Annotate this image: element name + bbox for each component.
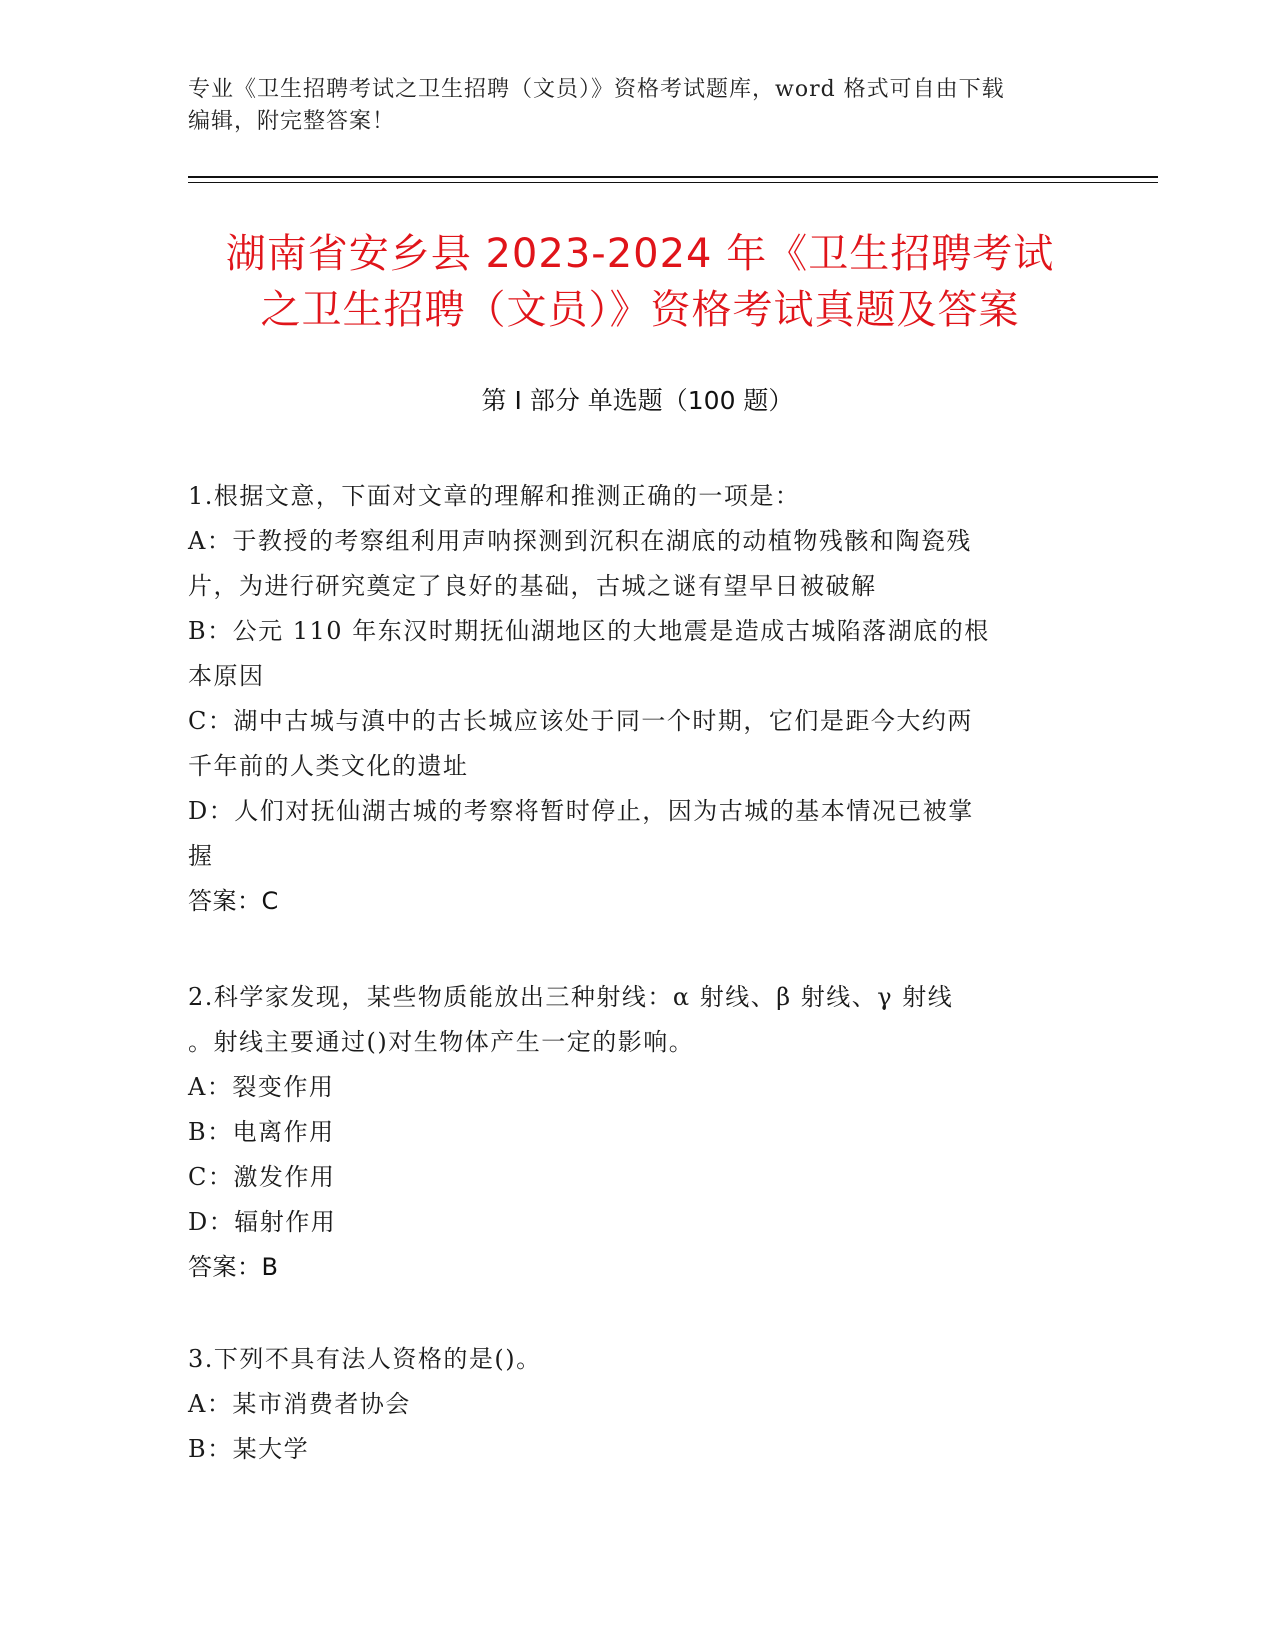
- header-note: [188, 74, 1088, 138]
- question-1: [188, 474, 1078, 924]
- question-stem: 1.根据文意，下面对文章的理解和推测正确的一项是：: [188, 482, 801, 510]
- option-d-cont: 握: [188, 842, 214, 870]
- option-c: C：激发作用: [188, 1163, 336, 1191]
- option-a-cont: 片，为进行研究奠定了良好的基础，古城之谜有望早日被破解: [188, 572, 877, 600]
- option-d: D：辐射作用: [188, 1208, 337, 1236]
- option-b: B：电离作用: [188, 1118, 335, 1146]
- title-line: 湖南省安乡县 2023-2024 年《卫生招聘考试: [225, 231, 1055, 277]
- header-divider: [188, 182, 1158, 183]
- option-b: B：公元 110 年东汉时期抚仙湖地区的大地震是造成古城陷落湖底的根: [188, 617, 990, 645]
- answer-label: 答案：B: [188, 1253, 279, 1281]
- section-heading: 第 I 部分 单选题（100 题）: [481, 386, 794, 415]
- question-3: [188, 1337, 1078, 1472]
- option-c: C：湖中古城与滇中的古长城应该处于同一个时期，它们是距今大约两: [188, 707, 973, 735]
- option-a: A：于教授的考察组利用声呐探测到沉积在湖底的动植物残骸和陶瓷残: [188, 527, 972, 555]
- document-title: [190, 226, 1090, 338]
- header-divider: [188, 176, 1158, 178]
- option-c-cont: 千年前的人类文化的遗址: [188, 752, 469, 780]
- question-stem: 3.下列不具有法人资格的是()。: [188, 1345, 542, 1373]
- option-b: B：某大学: [188, 1435, 310, 1463]
- option-a: A：裂变作用: [188, 1073, 335, 1101]
- option-a: A：某市消费者协会: [188, 1390, 411, 1418]
- question-2: [188, 975, 1078, 1290]
- option-b-cont: 本原因: [188, 662, 265, 690]
- question-stem-cont: 。射线主要通过()对生物体产生一定的影响。: [188, 1028, 695, 1056]
- header-note-line: 编辑，附完整答案！: [188, 109, 396, 134]
- answer-label: 答案：C: [188, 887, 279, 915]
- question-stem: 2.科学家发现，某些物质能放出三种射线：α 射线、β 射线、γ 射线: [188, 983, 954, 1011]
- option-d: D：人们对抚仙湖古城的考察将暂时停止，因为古城的基本情况已被掌: [188, 797, 974, 825]
- header-note-line: 专业《卫生招聘考试之卫生招聘（文员）》资格考试题库，word 格式可自由下载: [188, 77, 1005, 102]
- title-line: 之卫生招聘（文员）》资格考试真题及答案: [260, 287, 1020, 333]
